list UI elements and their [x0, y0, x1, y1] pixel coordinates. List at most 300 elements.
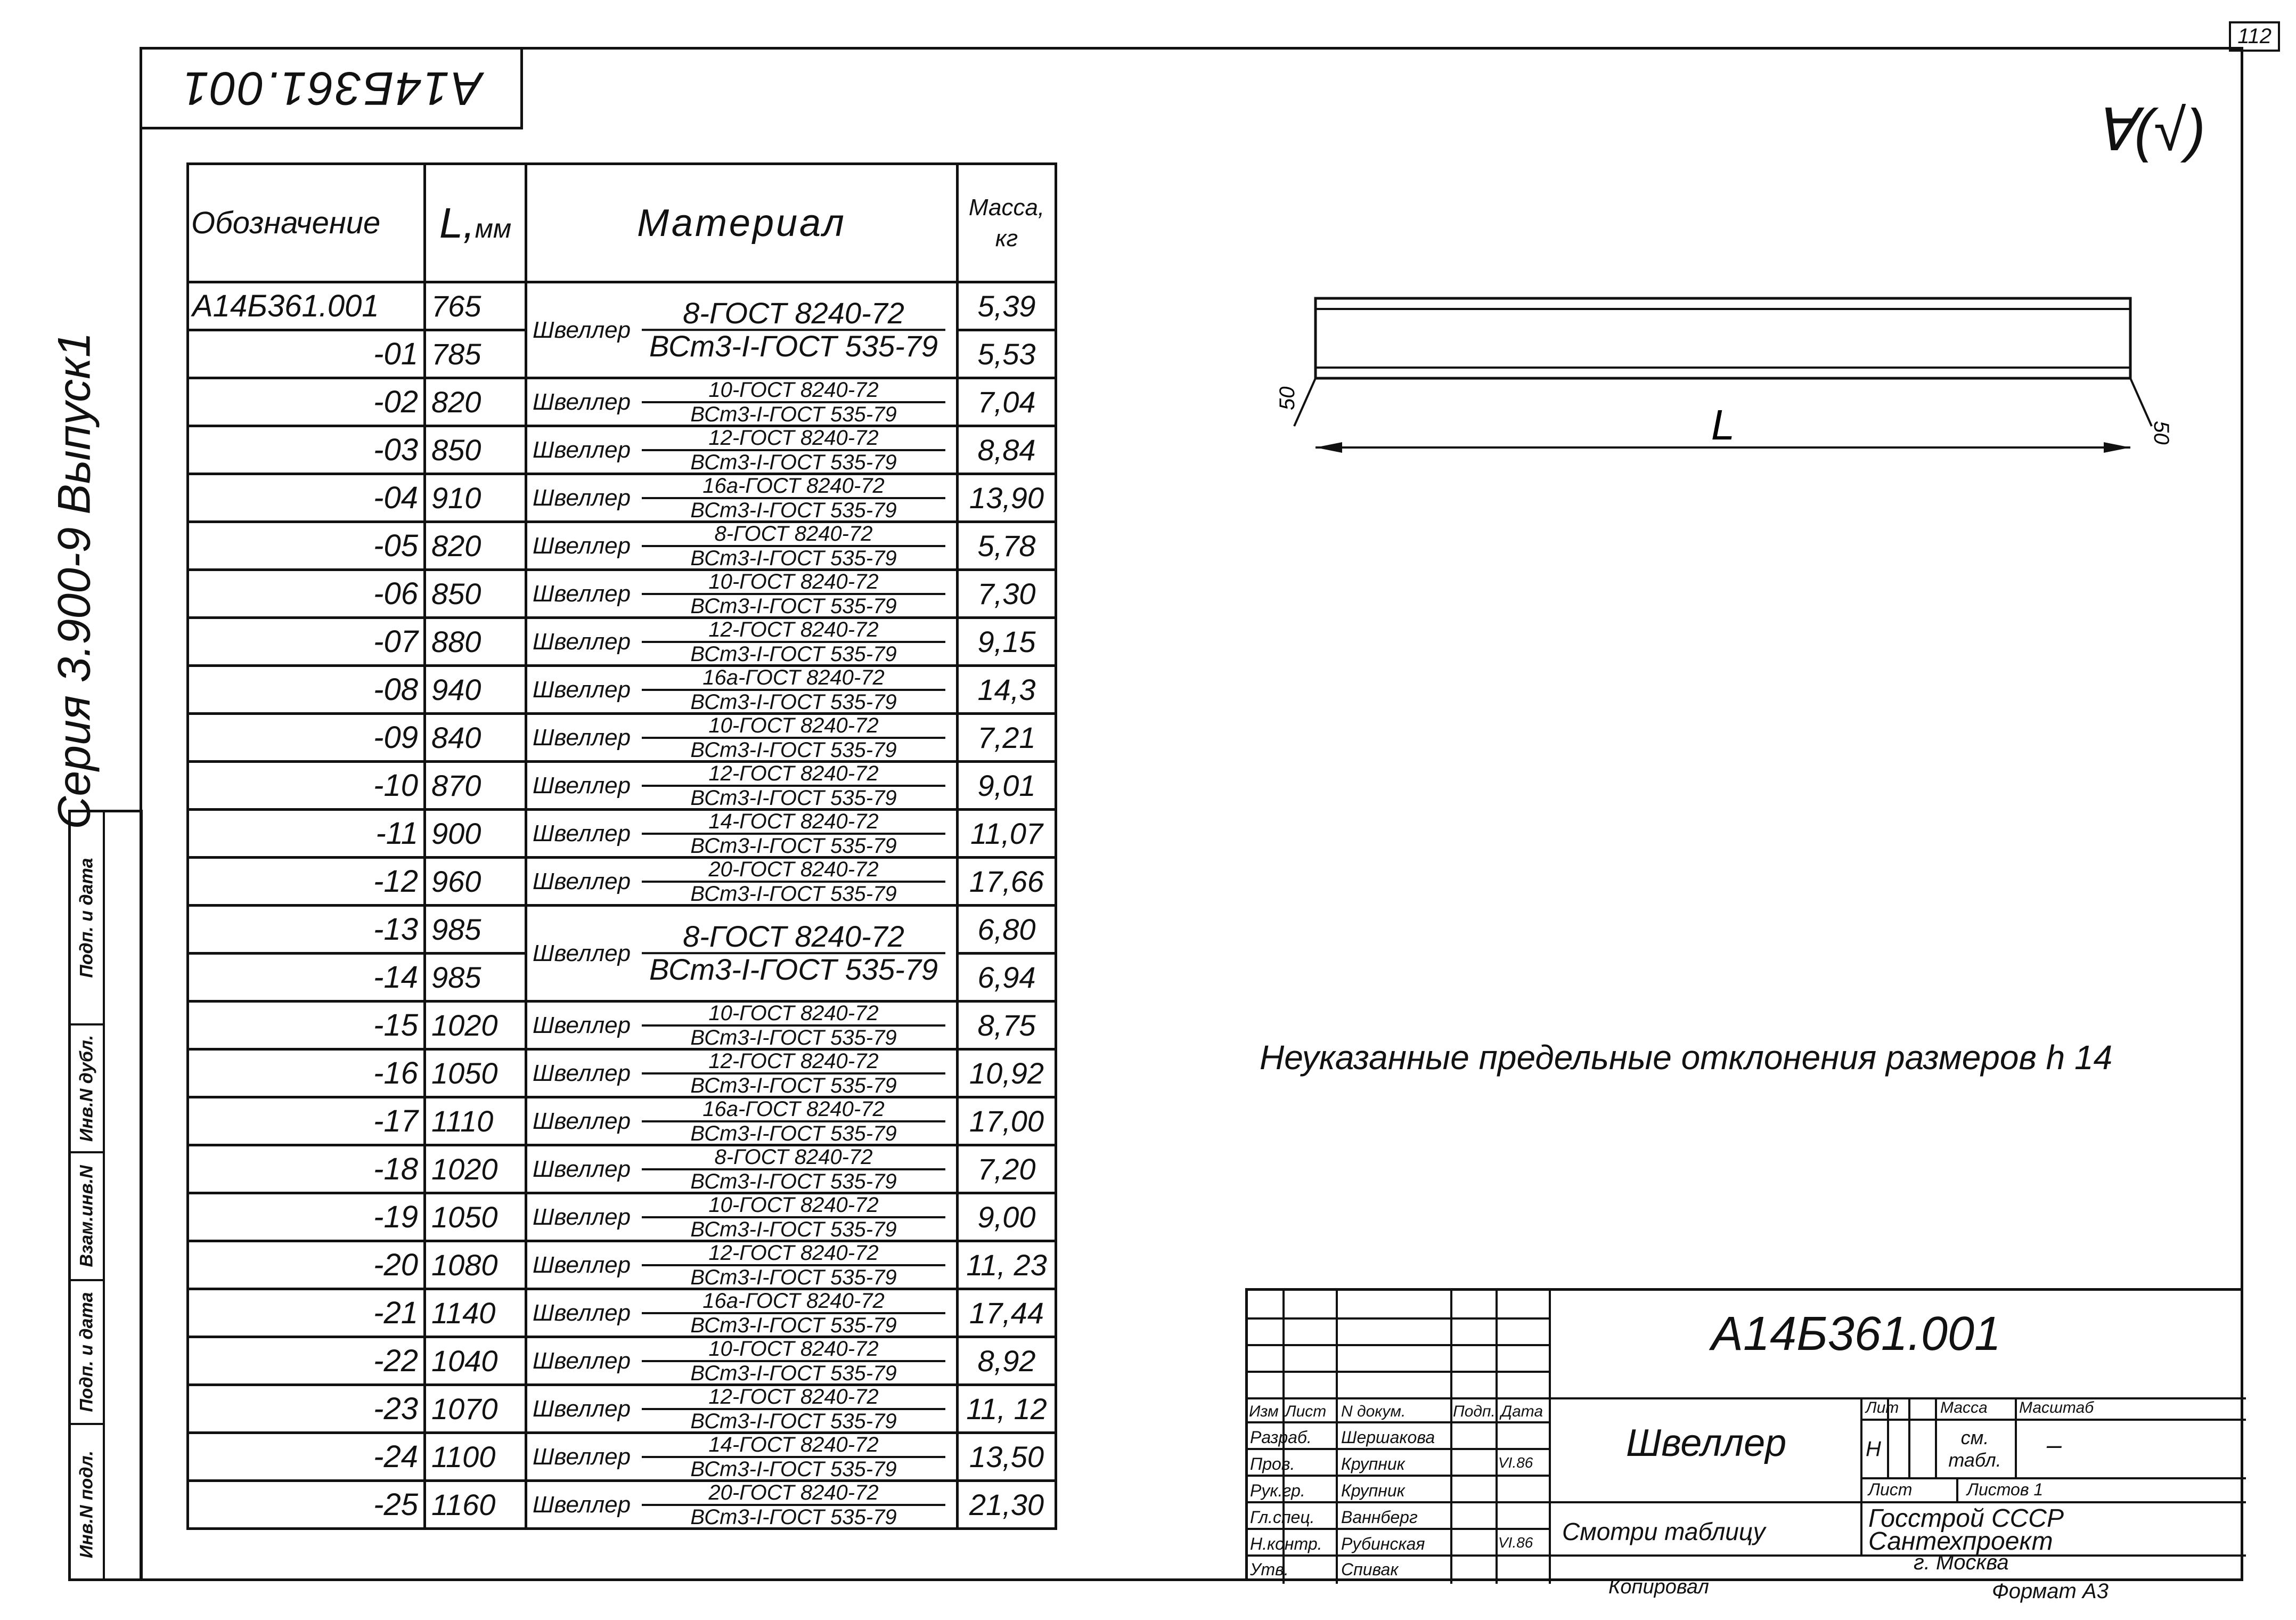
cell-length: 840	[425, 714, 526, 762]
cell-mass: 10,92	[958, 1049, 1056, 1097]
cell-mass: 8,75	[958, 1002, 1056, 1049]
table-row	[188, 810, 1056, 858]
cell-mass: 17,66	[958, 858, 1056, 906]
table-row	[188, 426, 1056, 474]
stamp-cell	[71, 812, 103, 1025]
material-steel-grade: ВСт3-I-ГОСТ 535-79	[690, 546, 897, 570]
cell-designation: -12	[188, 858, 425, 906]
cell-length: 1100	[425, 1433, 526, 1481]
table-row	[188, 1337, 1056, 1385]
cell-length: 1160	[425, 1481, 526, 1529]
material-name: Швеллер	[533, 1347, 631, 1374]
material-profile: 14-ГОСТ 8240-72	[642, 1434, 945, 1458]
org-line-3: г. Москва	[1914, 1551, 2009, 1574]
cell-designation: -24	[188, 1433, 425, 1481]
role-label: Рук.гр.	[1250, 1481, 1305, 1500]
header-data: Дата	[1501, 1403, 1543, 1420]
mass-value: см. табл.	[1948, 1427, 2001, 1471]
material-steel-grade: ВСт3-I-ГОСТ 535-79	[690, 1217, 897, 1241]
channel-drawing	[1257, 288, 2194, 490]
cell-material	[526, 666, 958, 714]
title-doc-code: А14Б361.001	[1711, 1307, 2001, 1361]
header-mass	[958, 164, 1056, 282]
material-steel-grade: ВСт3-I-ГОСТ 535-79	[690, 882, 897, 906]
cell-designation: -15	[188, 1002, 425, 1049]
lit-label: Лит	[1866, 1399, 1899, 1417]
cell-material	[526, 378, 958, 426]
cell-material	[526, 522, 958, 570]
grid-line	[2015, 1397, 2017, 1477]
cell-material	[526, 570, 958, 618]
material-spec	[642, 666, 945, 713]
table-row	[188, 858, 1056, 906]
page-number: 112	[2229, 21, 2280, 52]
material-profile: 16а-ГОСТ 8240-72	[642, 1290, 945, 1314]
cell-length: 1050	[425, 1049, 526, 1097]
header-ndoc: N докум.	[1341, 1403, 1406, 1420]
cell-material	[526, 858, 958, 906]
table-row	[188, 1097, 1056, 1145]
tolerance-note: Неуказанные предельные отклонения размеров h 14	[1260, 1038, 2113, 1077]
cell-designation: -08	[188, 666, 425, 714]
material-spec	[642, 762, 945, 809]
cell-length: 1080	[425, 1241, 526, 1289]
material-spec	[642, 1290, 945, 1337]
material-name: Швеллер	[533, 820, 631, 846]
header-length	[425, 164, 526, 282]
grid-line	[1496, 1291, 1498, 1584]
cell-designation: -16	[188, 1049, 425, 1097]
cell-mass: 6,80	[958, 906, 1056, 954]
cell-material	[526, 810, 958, 858]
material-spec	[642, 1481, 945, 1528]
material-spec	[642, 298, 945, 363]
material-profile: 10-ГОСТ 8240-72	[642, 1338, 945, 1362]
table-row	[188, 1385, 1056, 1433]
cell-length: 765	[425, 282, 526, 330]
material-name: Швеллер	[533, 484, 631, 511]
table-row	[188, 1002, 1056, 1049]
channel-outline	[1315, 298, 2130, 378]
role-name: Рубинская	[1341, 1534, 1425, 1553]
material-profile: 10-ГОСТ 8240-72	[642, 379, 945, 403]
sheet-label: Лист	[1868, 1480, 1913, 1499]
material-profile: 20-ГОСТ 8240-72	[642, 1481, 945, 1506]
role-label: Н.контр.	[1250, 1534, 1322, 1553]
material-name: Швеллер	[533, 1299, 631, 1326]
grid-line	[1248, 1475, 1549, 1477]
grid-line	[1248, 1371, 1549, 1373]
role-label: Утв.	[1250, 1560, 1289, 1579]
material-steel-grade: ВСт3-I-ГОСТ 535-79	[690, 834, 897, 858]
header-list: Лист	[1285, 1403, 1327, 1420]
cell-designation: -21	[188, 1289, 425, 1337]
stamp-label: Подп. и дата	[76, 1292, 97, 1412]
material-name: Швеллер	[533, 388, 631, 415]
cell-material	[526, 1433, 958, 1481]
grid-line	[1248, 1528, 1549, 1530]
material-name: Швеллер	[533, 1060, 631, 1086]
cell-designation: -05	[188, 522, 425, 570]
grid-line	[1860, 1397, 1862, 1554]
table-row	[188, 1049, 1056, 1097]
grid-line	[1248, 1448, 1549, 1450]
material-name: Швеллер	[533, 580, 631, 607]
grid-line	[1248, 1554, 2246, 1557]
material-profile: 12-ГОСТ 8240-72	[642, 427, 945, 451]
cell-mass: 13,90	[958, 474, 1056, 522]
cell-length: 1050	[425, 1193, 526, 1241]
cell-mass: 5,78	[958, 522, 1056, 570]
roughness-mark: ∀(√)	[2094, 97, 2205, 163]
role-label: Разраб.	[1250, 1428, 1312, 1447]
title-item-name: Швеллер	[1626, 1422, 1787, 1464]
role-name: Крупник	[1341, 1481, 1405, 1500]
material-name: Швеллер	[533, 532, 631, 559]
cell-mass: 5,39	[958, 282, 1056, 330]
role-name: Крупник	[1341, 1454, 1405, 1474]
table-row	[188, 570, 1056, 618]
cell-designation: -23	[188, 1385, 425, 1433]
table-row	[188, 1145, 1056, 1193]
material-steel-grade: ВСт3-I-ГОСТ 535-79	[690, 1265, 897, 1289]
right-angle-label: 50	[2150, 421, 2173, 445]
grid-line	[1248, 1344, 1549, 1346]
material-spec	[642, 714, 945, 761]
cell-designation: -02	[188, 378, 425, 426]
cell-material	[526, 618, 958, 666]
cell-length: 910	[425, 474, 526, 522]
stamp-label: Инв.N подл.	[76, 1450, 97, 1559]
material-profile: 8-ГОСТ 8240-72	[642, 921, 945, 955]
copied-label: Копировал	[1608, 1576, 1709, 1598]
material-profile: 16а-ГОСТ 8240-72	[642, 1098, 945, 1122]
material-profile: 8-ГОСТ 8240-72	[642, 298, 945, 331]
dimension-arrow-left	[1315, 442, 1342, 453]
role-name: Шершакова	[1341, 1428, 1435, 1447]
grid-line	[1248, 1421, 1549, 1423]
cell-mass: 6,94	[958, 954, 1056, 1002]
title-block	[1245, 1288, 2243, 1581]
material-spec	[642, 1242, 945, 1289]
material-spec	[642, 571, 945, 617]
material-spec	[642, 1386, 945, 1432]
table-row	[188, 1241, 1056, 1289]
cell-mass: 9,01	[958, 762, 1056, 810]
cell-designation: -10	[188, 762, 425, 810]
stamp-label-column	[71, 812, 105, 1578]
table-row	[188, 1289, 1056, 1337]
cell-length: 850	[425, 570, 526, 618]
material-steel-grade: ВСт3-I-ГОСТ 535-79	[690, 786, 897, 810]
cell-mass: 11, 23	[958, 1241, 1056, 1289]
cell-designation: А14Б361.001	[188, 282, 425, 330]
table-body	[188, 282, 1056, 1529]
role-date: VI.86	[1498, 1454, 1533, 1471]
cell-length: 1020	[425, 1002, 526, 1049]
left-angle-label: 50	[1276, 386, 1299, 410]
cell-designation: -20	[188, 1241, 425, 1289]
table-row	[188, 522, 1056, 570]
dimension-arrow-right	[2104, 442, 2130, 453]
material-name: Швеллер	[533, 868, 631, 894]
cell-mass: 7,04	[958, 378, 1056, 426]
scale-label: Масштаб	[2019, 1399, 2094, 1417]
material-profile: 12-ГОСТ 8240-72	[642, 1386, 945, 1410]
material-spec	[642, 810, 945, 857]
scale-value: –	[2047, 1430, 2062, 1460]
material-steel-grade: ВСт3-I-ГОСТ 535-79	[690, 402, 897, 426]
cell-material	[526, 1385, 958, 1433]
material-steel-grade: ВСт3-I-ГОСТ 535-79	[690, 498, 897, 522]
table-row	[188, 666, 1056, 714]
cell-length: 820	[425, 522, 526, 570]
material-name: Швеллер	[533, 1251, 631, 1278]
material-name: Швеллер	[533, 316, 631, 343]
material-spec	[642, 427, 945, 474]
table-row	[188, 1433, 1056, 1481]
material-name: Швеллер	[533, 1108, 631, 1134]
cell-length: 1110	[425, 1097, 526, 1145]
grid-line	[1935, 1397, 1937, 1477]
material-name: Швеллер	[533, 1203, 631, 1230]
material-steel-grade: ВСт3-I-ГОСТ 535-79	[690, 594, 897, 618]
material-steel-grade: ВСт3-I-ГОСТ 535-79	[690, 1025, 897, 1049]
material-profile: 10-ГОСТ 8240-72	[642, 714, 945, 739]
title-material: Смотри таблицу	[1562, 1518, 1766, 1545]
material-profile: 12-ГОСТ 8240-72	[642, 1242, 945, 1266]
grid-line	[1549, 1291, 1551, 1584]
stamp-cell	[71, 1025, 103, 1153]
cell-designation: -18	[188, 1145, 425, 1193]
cell-material	[526, 1289, 958, 1337]
cell-designation: -22	[188, 1337, 425, 1385]
material-spec	[642, 618, 945, 665]
cell-length: 1070	[425, 1385, 526, 1433]
role-label: Гл.спец.	[1250, 1508, 1315, 1527]
role-label: Пров.	[1250, 1454, 1295, 1474]
table-row	[188, 1481, 1056, 1529]
cell-designation: -11	[188, 810, 425, 858]
header-mass-unit: кг	[995, 225, 1018, 251]
cell-material	[526, 906, 958, 1002]
material-name: Швеллер	[533, 676, 631, 703]
material-steel-grade: ВСт3-I-ГОСТ 535-79	[690, 1169, 897, 1193]
cell-mass: 13,50	[958, 1433, 1056, 1481]
material-profile: 10-ГОСТ 8240-72	[642, 1002, 945, 1027]
material-name: Швеллер	[533, 1012, 631, 1038]
cell-material	[526, 1337, 958, 1385]
grid-line	[1549, 1501, 2246, 1503]
header-designation: Обозначение	[188, 164, 425, 282]
cell-length: 785	[425, 330, 526, 378]
cell-mass: 5,53	[958, 330, 1056, 378]
header-length-label: L,	[439, 199, 475, 247]
cell-length: 960	[425, 858, 526, 906]
cell-designation: -19	[188, 1193, 425, 1241]
material-spec	[642, 921, 945, 986]
cell-material	[526, 282, 958, 378]
material-profile: 8-ГОСТ 8240-72	[642, 1146, 945, 1170]
header-material: Материал	[526, 164, 958, 282]
material-steel-grade: ВСт3-I-ГОСТ 535-79	[649, 953, 938, 987]
material-steel-grade: ВСт3-I-ГОСТ 535-79	[690, 1505, 897, 1529]
grid-line	[1248, 1397, 2246, 1399]
cell-length: 880	[425, 618, 526, 666]
cell-designation: -03	[188, 426, 425, 474]
mass-label: Масса	[1940, 1399, 1988, 1417]
role-name: Ваннберг	[1341, 1508, 1418, 1527]
material-spec	[642, 1146, 945, 1193]
grid-line	[1956, 1477, 1958, 1501]
grid-line	[1450, 1291, 1452, 1584]
material-steel-grade: ВСт3-I-ГОСТ 535-79	[649, 329, 938, 363]
material-steel-grade: ВСт3-I-ГОСТ 535-79	[690, 1073, 897, 1097]
org-line-2: Сантехпроект	[1868, 1527, 2053, 1556]
cell-length: 1140	[425, 1289, 526, 1337]
stamp-label: Инв.N дубл.	[76, 1035, 97, 1142]
cell-mass: 7,20	[958, 1145, 1056, 1193]
material-name: Швеллер	[533, 1491, 631, 1518]
table-row	[188, 714, 1056, 762]
table-row	[188, 906, 1056, 954]
cell-mass: 9,00	[958, 1193, 1056, 1241]
stamp-cell	[71, 1153, 103, 1281]
grid-line	[1860, 1419, 2246, 1421]
table-row	[188, 618, 1056, 666]
org-line-1: Госстрой СССР	[1868, 1504, 2064, 1533]
table-row	[188, 1193, 1056, 1241]
cell-length: 940	[425, 666, 526, 714]
material-name: Швеллер	[533, 724, 631, 751]
material-steel-grade: ВСт3-I-ГОСТ 535-79	[690, 738, 897, 762]
cell-mass: 7,21	[958, 714, 1056, 762]
material-name: Швеллер	[533, 1443, 631, 1470]
header-podp: Подп.	[1453, 1403, 1496, 1420]
material-spec	[642, 1050, 945, 1097]
cell-length: 1020	[425, 1145, 526, 1193]
material-steel-grade: ВСт3-I-ГОСТ 535-79	[690, 450, 897, 474]
header-length-unit: мм	[475, 213, 512, 243]
material-spec	[642, 475, 945, 522]
length-dimension-label: L	[1711, 401, 1735, 449]
cell-mass: 7,30	[958, 570, 1056, 618]
material-steel-grade: ВСт3-I-ГОСТ 535-79	[690, 1409, 897, 1433]
cell-length: 820	[425, 378, 526, 426]
left-stamp	[68, 810, 143, 1581]
material-name: Швеллер	[533, 1155, 631, 1182]
material-profile: 10-ГОСТ 8240-72	[642, 1194, 945, 1218]
material-name: Швеллер	[533, 940, 631, 966]
cell-material	[526, 1193, 958, 1241]
material-profile: 12-ГОСТ 8240-72	[642, 1050, 945, 1074]
material-steel-grade: ВСт3-I-ГОСТ 535-79	[690, 1457, 897, 1481]
cell-designation: -14	[188, 954, 425, 1002]
material-spec	[642, 1338, 945, 1385]
material-steel-grade: ВСт3-I-ГОСТ 535-79	[690, 1361, 897, 1385]
header-mass-label: Масса,	[968, 194, 1045, 221]
material-spec	[642, 1002, 945, 1049]
cell-material	[526, 1241, 958, 1289]
cell-designation: -09	[188, 714, 425, 762]
cell-designation: -13	[188, 906, 425, 954]
cell-material	[526, 714, 958, 762]
material-spec	[642, 1434, 945, 1480]
cell-material	[526, 426, 958, 474]
cell-material	[526, 1049, 958, 1097]
stamp-cell	[71, 1425, 103, 1584]
material-spec	[642, 379, 945, 426]
cell-mass: 17,00	[958, 1097, 1056, 1145]
stamp-label: Подп. и дата	[76, 858, 97, 978]
cell-designation: -01	[188, 330, 425, 378]
cell-length: 900	[425, 810, 526, 858]
material-spec	[642, 1098, 945, 1145]
cell-mass: 17,44	[958, 1289, 1056, 1337]
material-spec	[642, 1194, 945, 1241]
cell-mass: 8,84	[958, 426, 1056, 474]
cell-mass: 8,92	[958, 1337, 1056, 1385]
rotated-document-code: А14Б361.001	[181, 62, 482, 115]
cell-designation: -17	[188, 1097, 425, 1145]
material-steel-grade: ВСт3-I-ГОСТ 535-79	[690, 642, 897, 666]
grid-line	[1248, 1501, 1549, 1503]
cell-length: 1040	[425, 1337, 526, 1385]
cell-mass: 11, 12	[958, 1385, 1056, 1433]
material-name: Швеллер	[533, 628, 631, 655]
material-profile: 10-ГОСТ 8240-72	[642, 571, 945, 595]
material-profile: 16а-ГОСТ 8240-72	[642, 475, 945, 499]
material-steel-grade: ВСт3-I-ГОСТ 535-79	[690, 1313, 897, 1337]
material-profile: 12-ГОСТ 8240-72	[642, 618, 945, 643]
cell-material	[526, 1481, 958, 1529]
specification-table	[186, 162, 1057, 1530]
material-name: Швеллер	[533, 1395, 631, 1422]
table-row	[188, 282, 1056, 330]
material-profile: 8-ГОСТ 8240-72	[642, 523, 945, 547]
material-steel-grade: ВСт3-I-ГОСТ 535-79	[690, 1121, 897, 1145]
grid-line	[1248, 1317, 1549, 1320]
table-header-row	[188, 164, 1056, 282]
material-profile: 16а-ГОСТ 8240-72	[642, 666, 945, 691]
material-spec	[642, 858, 945, 905]
material-profile: 20-ГОСТ 8240-72	[642, 858, 945, 883]
role-name: Спивак	[1341, 1560, 1399, 1579]
material-steel-grade: ВСт3-I-ГОСТ 535-79	[690, 690, 897, 714]
table-row	[188, 378, 1056, 426]
cell-designation: -04	[188, 474, 425, 522]
cell-material	[526, 1002, 958, 1049]
material-name: Швеллер	[533, 436, 631, 463]
cell-mass: 9,15	[958, 618, 1056, 666]
rotated-code-box	[140, 47, 523, 129]
stamp-cell	[71, 1281, 103, 1425]
header-izm: Изм	[1249, 1403, 1279, 1420]
cell-designation: -25	[188, 1481, 425, 1529]
material-profile: 12-ГОСТ 8240-72	[642, 762, 945, 787]
grid-line	[1860, 1477, 2246, 1479]
table-row	[188, 762, 1056, 810]
cell-length: 850	[425, 426, 526, 474]
cell-mass: 21,30	[958, 1481, 1056, 1529]
table-row	[188, 474, 1056, 522]
stamp-label: Взам.инв.N	[76, 1165, 97, 1267]
right-bevel-line	[2130, 378, 2152, 426]
material-name: Швеллер	[533, 772, 631, 799]
cell-material	[526, 474, 958, 522]
series-text: Серия 3.900-9 Выпуск1	[48, 332, 100, 829]
cell-designation: -06	[188, 570, 425, 618]
